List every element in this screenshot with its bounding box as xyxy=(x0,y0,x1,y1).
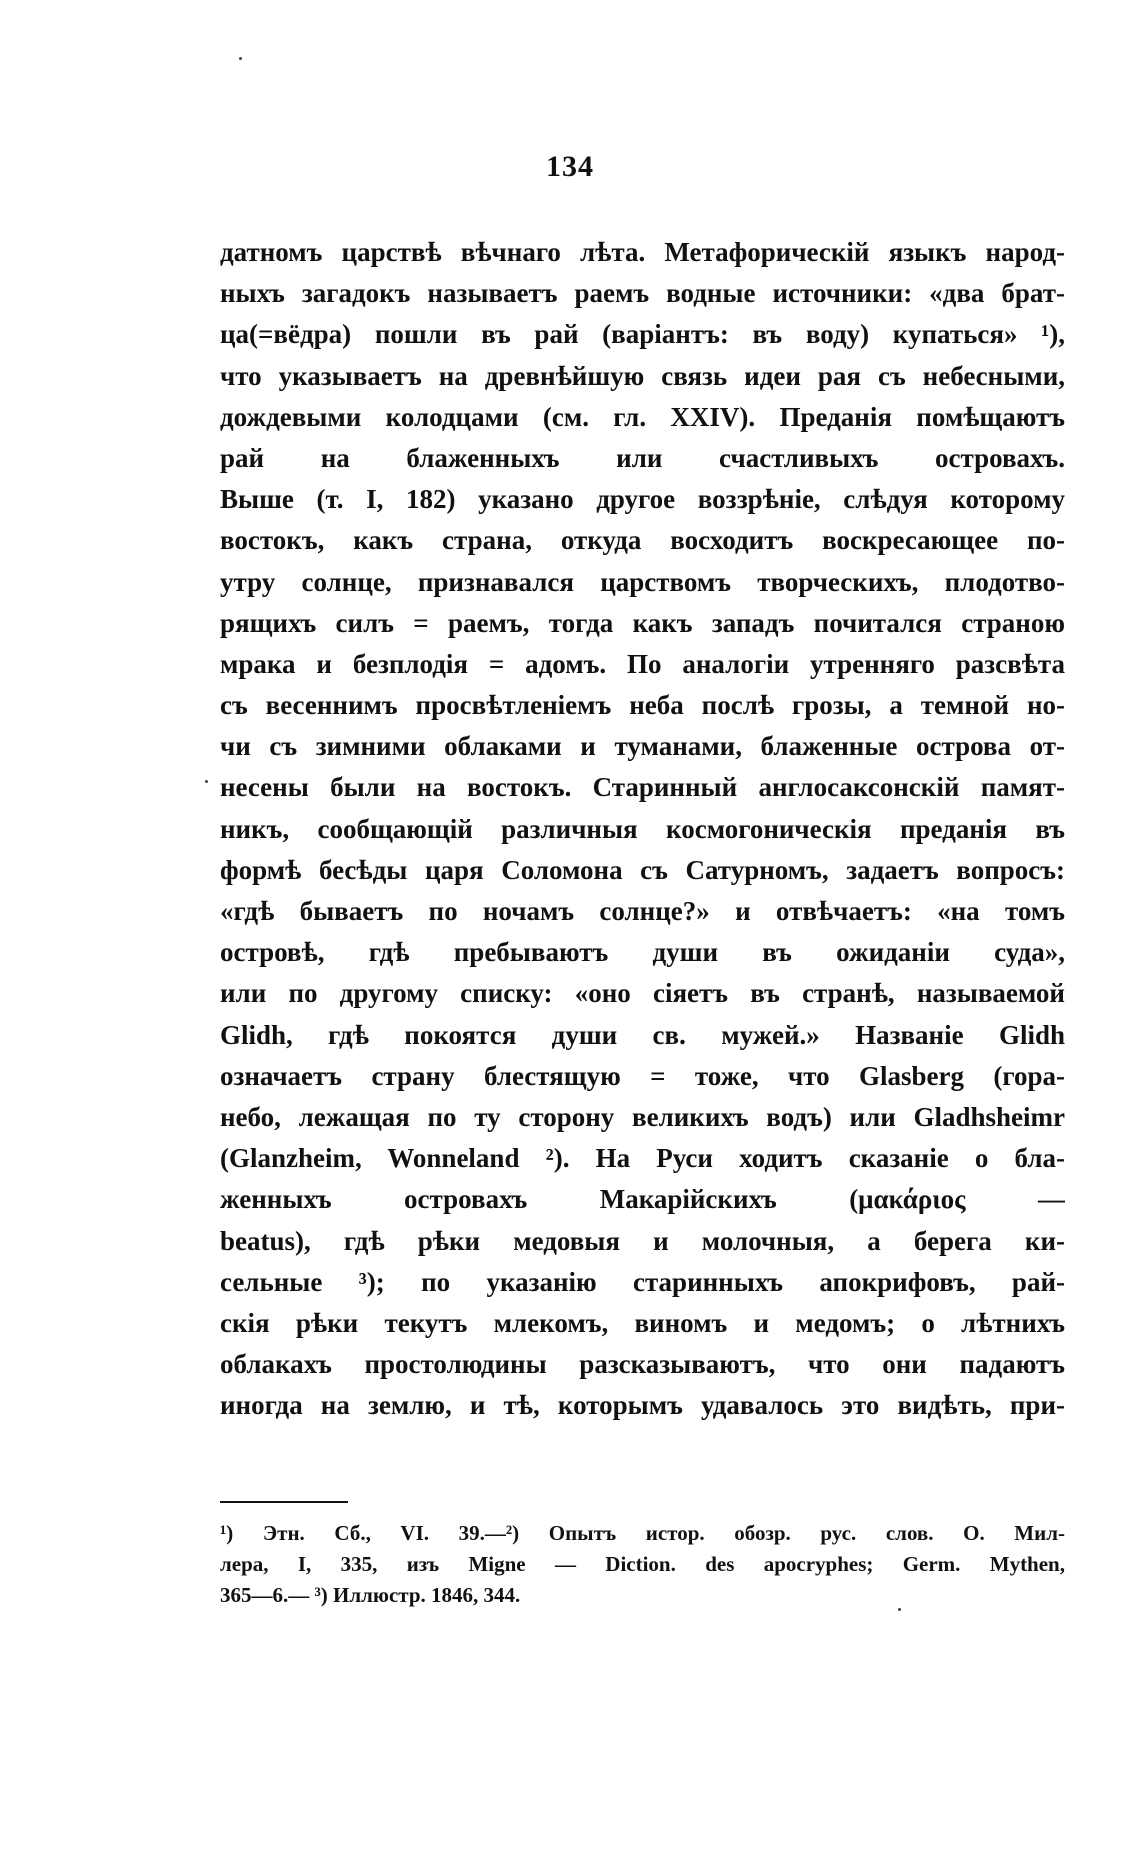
text-line: рай на блаженныхъ или счастливыхъ островахъ. xyxy=(220,442,1065,473)
text-line: утру солнце, признавался царствомъ творческихъ, плодотво- xyxy=(220,566,1065,597)
text-line: облакахъ простолюдины разсказываютъ, что они падаютъ xyxy=(220,1349,1065,1380)
scan-speck xyxy=(205,780,208,783)
text-line: что указываетъ на древнѣйшую связь идеи рая съ небесными, xyxy=(220,360,1065,391)
text-line: (Glanzheim, Wonneland ²). На Руси ходитъ сказаніе о бла- xyxy=(220,1143,1065,1174)
text-line: съ весеннимъ просвѣтленіемъ неба послѣ грозы, а темной но- xyxy=(220,690,1065,721)
text-line: Выше (т. I, 182) указано другое воззрѣніе, слѣдуя которому xyxy=(220,484,1065,515)
text-line: островѣ, гдѣ пребываютъ души въ ожиданіи суда», xyxy=(220,937,1065,968)
text-line: востокъ, какъ страна, откуда восходитъ воскресающее по- xyxy=(220,525,1065,556)
text-line: Glidh, гдѣ покоятся души св. мужей.» Названіе Glidh xyxy=(220,1019,1065,1050)
text-line: рящихъ силъ = раемъ, тогда какъ западъ почитался страною xyxy=(220,607,1065,638)
page-number: 134 xyxy=(546,150,594,183)
text-line: дождевыми колодцами (см. гл. XXIV). Преданія помѣщаютъ xyxy=(220,401,1065,432)
text-line: формѣ бесѣды царя Соломона съ Сатурномъ, задаетъ вопросъ: xyxy=(220,854,1065,885)
footnote-line: лера, I, 335, изъ Migne — Diction. des apocryphes; Germ. Mythen, xyxy=(220,1552,1065,1576)
scan-speck xyxy=(898,1608,901,1611)
text-line: скія рѣки текутъ млекомъ, виномъ и медомъ; о лѣтнихъ xyxy=(220,1307,1065,1338)
text-line: beatus), гдѣ рѣки медовыя и молочныя, а берега ки- xyxy=(220,1225,1065,1256)
text-line: иногда на землю, и тѣ, которымъ удавалось это видѣть, при- xyxy=(220,1390,1065,1421)
text-line: означаетъ страну блестящую = тоже, что Glasberg (гора- xyxy=(220,1060,1065,1091)
text-line: ныхъ загадокъ называетъ раемъ водные источники: «два брат- xyxy=(220,278,1065,309)
body-text xyxy=(220,232,1065,1426)
footnote-line: ¹) Этн. Сб., VI. 39.—²) Опытъ истор. обозр. рус. слов. О. Мил- xyxy=(220,1521,1065,1545)
text-line: сельные ³); по указанію старинныхъ апокрифовъ, рай- xyxy=(220,1266,1065,1297)
text-line: мрака и безплодія = адомъ. По аналогіи утренняго разсвѣта xyxy=(220,648,1065,679)
footnotes xyxy=(220,1518,1065,1611)
text-line: никъ, сообщающій различныя космогоническія преданія въ xyxy=(220,813,1065,844)
footnote-line: 365—6.— ³) Иллюстр. 1846, 344. xyxy=(220,1583,521,1607)
text-line: или по другому списку: «оно сіяетъ въ странѣ, называемой xyxy=(220,978,1065,1009)
text-line: женныхъ островахъ Макарійскихъ (μακάριος — xyxy=(220,1184,1065,1215)
text-line: небо, лежащая по ту сторону великихъ водъ) или Gladhsheimr xyxy=(220,1101,1065,1132)
text-line: несены были на востокъ. Старинный англосаксонскій памят- xyxy=(220,772,1065,803)
text-line: чи съ зимними облаками и туманами, блаженные острова от- xyxy=(220,731,1065,762)
text-line: ца(=вёдра) пошли въ рай (варіантъ: въ воду) купаться» ¹), xyxy=(220,319,1065,350)
text-line: датномъ царствѣ вѣчнаго лѣта. Метафорическій языкъ народ- xyxy=(220,237,1065,267)
footnote-divider xyxy=(220,1501,348,1503)
scan-speck xyxy=(239,57,242,60)
text-line: «гдѣ бываетъ по ночамъ солнце?» и отвѣчаетъ: «на томъ xyxy=(220,896,1065,926)
